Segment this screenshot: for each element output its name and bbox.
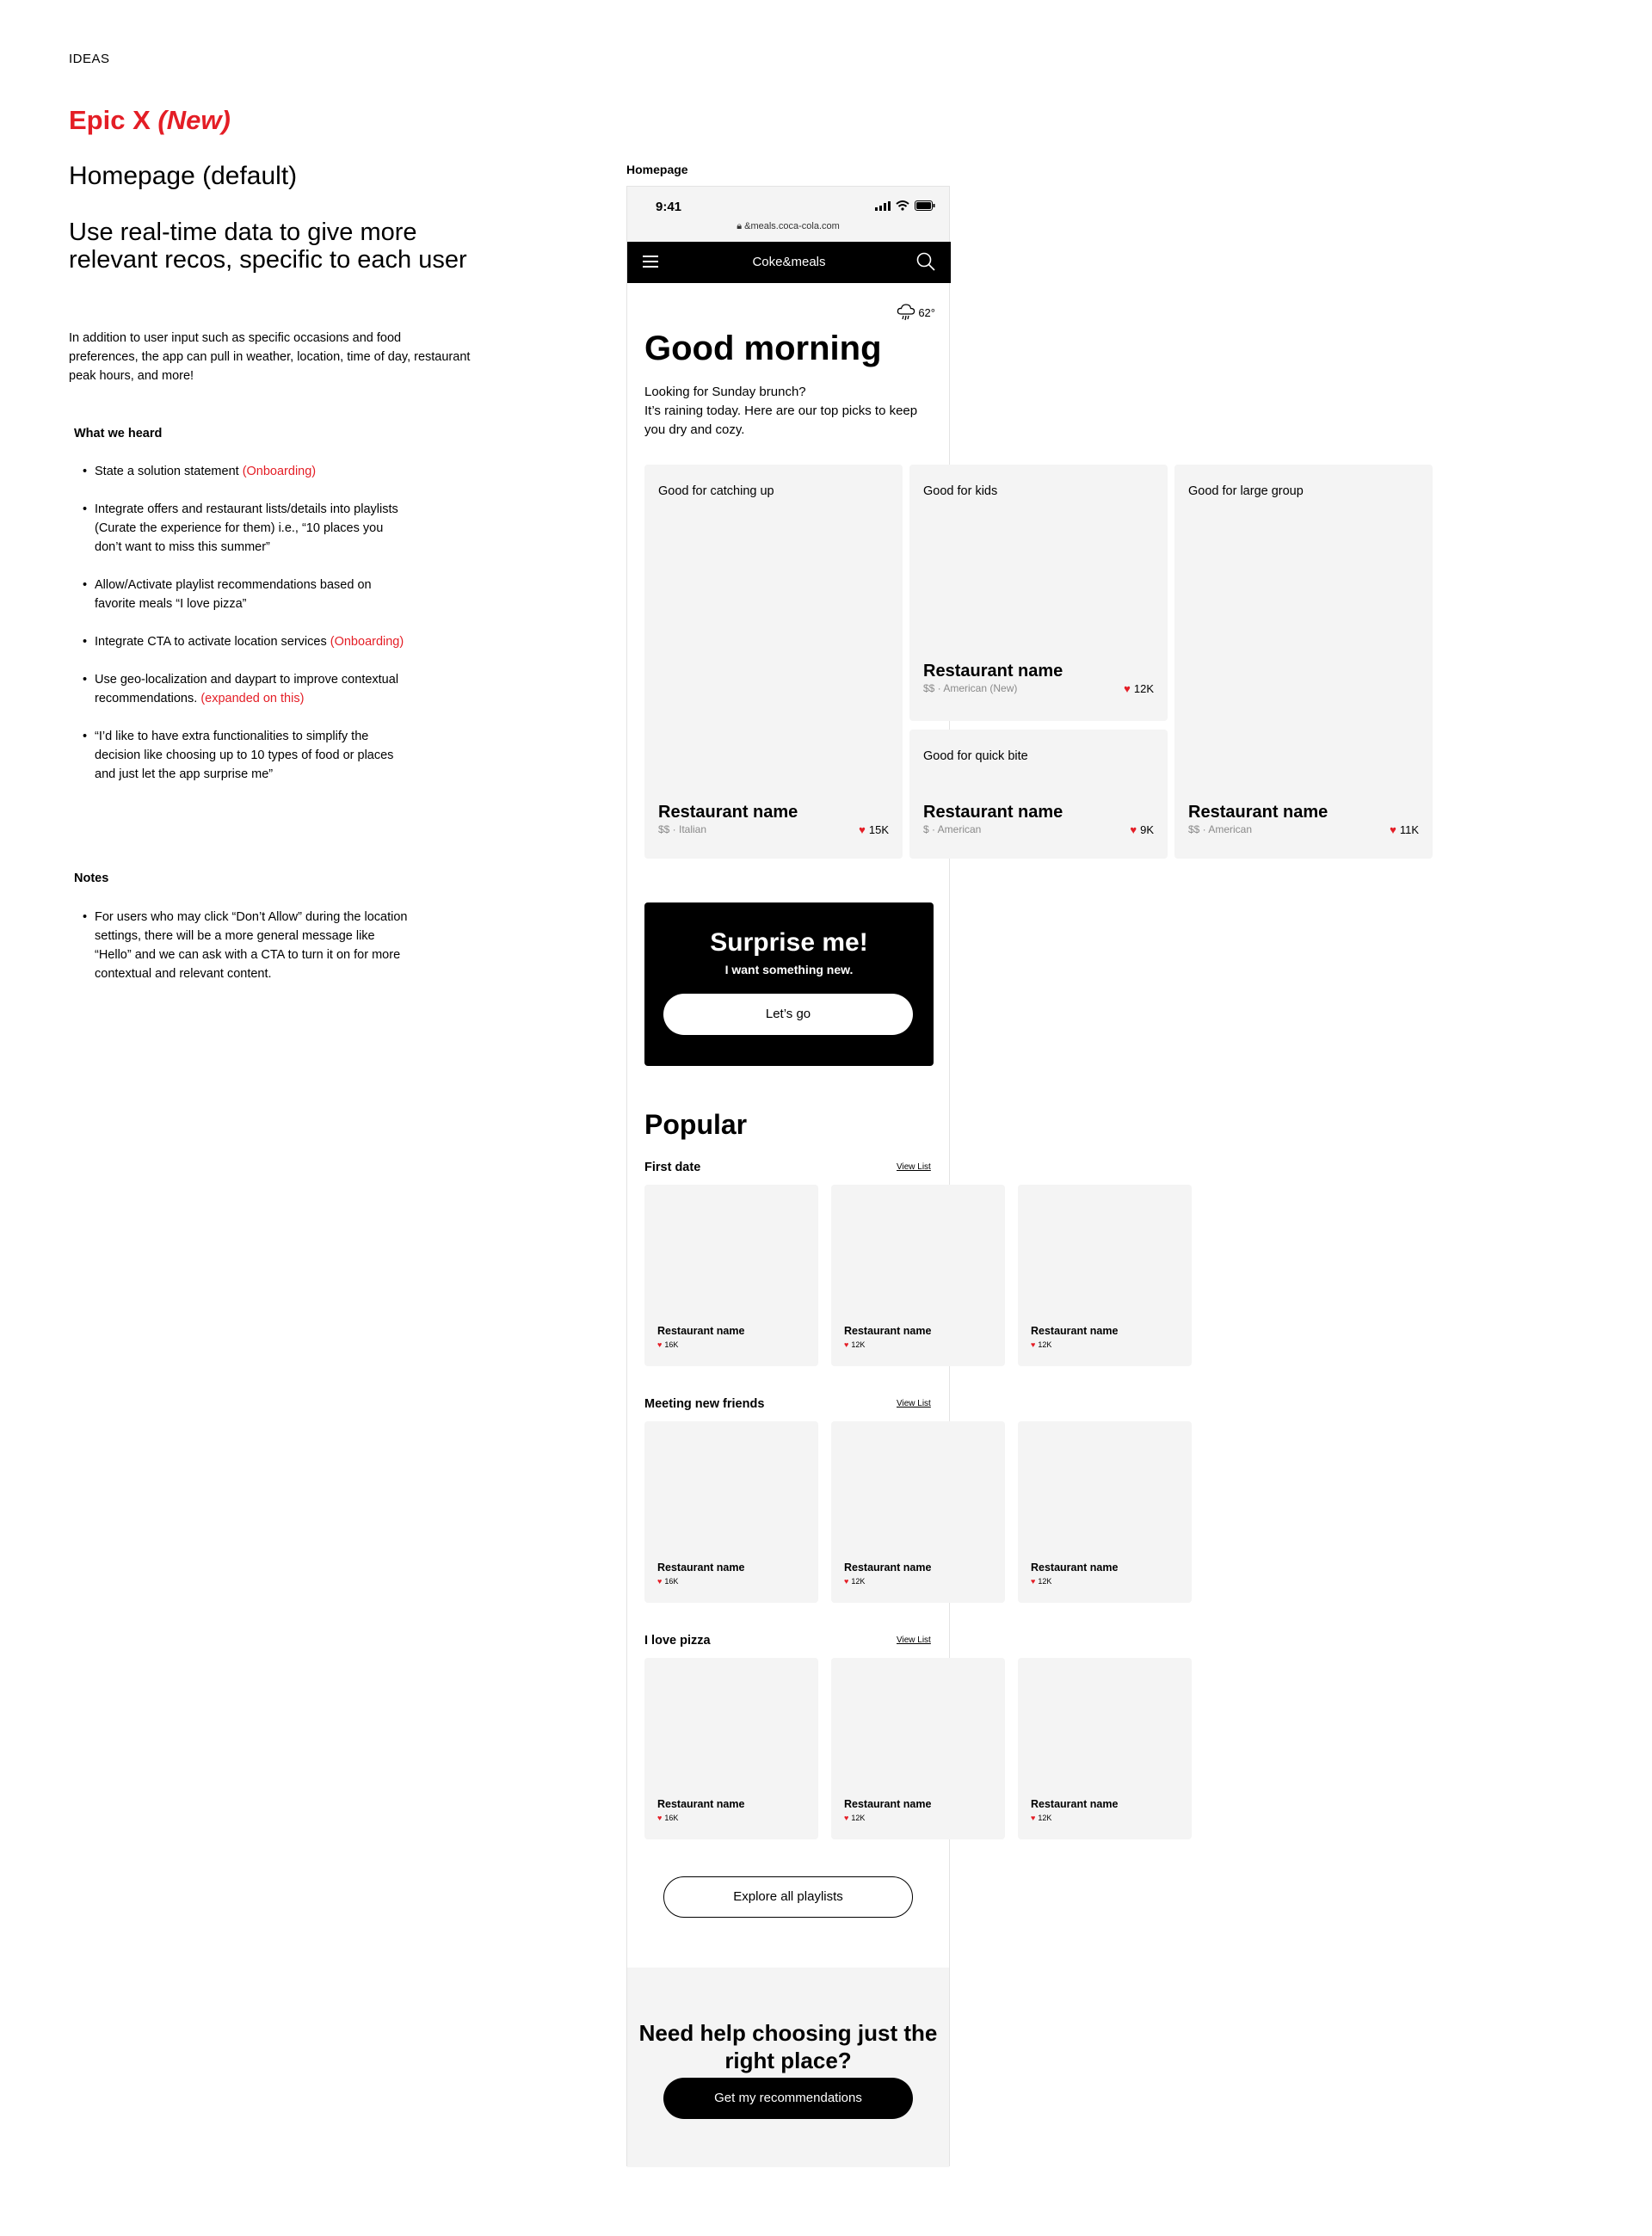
restaurant-name: Restaurant name: [657, 1562, 745, 1574]
rain-cloud-icon: [897, 304, 915, 321]
epic-name: Epic X: [69, 105, 151, 135]
notes-heading: Notes: [74, 872, 109, 885]
playlist-title: First date: [644, 1161, 701, 1174]
greeting-subtitle: Looking for Sunday brunch? It’s raining today. Here are our top picks to keep you dry and cozy.: [644, 385, 918, 437]
bullet-item: [83, 632, 410, 651]
restaurant-name: Restaurant name: [844, 1798, 932, 1810]
playlist-title: Meeting new friends: [644, 1397, 765, 1411]
heart-icon: ♥: [1130, 823, 1137, 836]
restaurant-name: Restaurant name: [657, 1798, 745, 1810]
bullet-text: Use geo-localization and daypart to improve contextual recommendations.: [95, 673, 399, 705]
playlist-restaurant-card[interactable]: [644, 1185, 818, 1366]
playlist-restaurant-card[interactable]: [644, 1421, 818, 1603]
bullet-text: For users who may click “Don’t Allow” during the location settings, there will be a more general message like “Hello” and we can ask with a CTA to turn it on for more contextual and relevant content.: [95, 910, 408, 981]
surprise-title: Surprise me!: [710, 928, 868, 957]
view-list-link[interactable]: View List: [897, 1635, 931, 1645]
page-subtitle: Homepage (default): [69, 162, 298, 190]
featured-tag: Good for kids: [923, 484, 998, 498]
likes-count: [657, 1340, 678, 1349]
restaurant-name: Restaurant name: [1031, 1325, 1119, 1337]
restaurant-meta: $$ · American: [1188, 823, 1253, 835]
status-bar: [627, 187, 949, 242]
restaurant-name: Restaurant name: [1031, 1562, 1119, 1574]
likes-value: 16K: [664, 1577, 679, 1586]
likes-value: 12K: [851, 1340, 866, 1349]
restaurant-meta: $$ · Italian: [658, 823, 707, 835]
heart-icon: ♥: [1031, 1814, 1036, 1822]
likes-value: 9K: [1140, 823, 1154, 836]
heart-icon: ♥: [859, 823, 866, 836]
likes-value: 12K: [851, 1814, 866, 1822]
likes-value: 12K: [851, 1577, 866, 1586]
bullet-text: Integrate offers and restaurant lists/details into playlists (Curate the experience for them) i.e., “10 places you don’t want to miss this summer”: [95, 502, 398, 554]
restaurant-name: Restaurant name: [1031, 1798, 1119, 1810]
bullet-item: [83, 908, 410, 983]
nav-title[interactable]: Coke&meals: [752, 255, 826, 269]
bullet-highlight: (Onboarding): [242, 465, 317, 478]
likes-value: 11K: [1399, 823, 1419, 836]
restaurant-name: Restaurant name: [923, 803, 1063, 822]
wifi-icon: [896, 200, 909, 211]
weather-temp: 62°: [918, 305, 935, 319]
likes-count: [1390, 823, 1419, 836]
restaurant-meta: $ · American: [923, 823, 982, 835]
bullet-text: Integrate CTA to activate location services: [95, 635, 330, 649]
explore-all-playlists-button[interactable]: Explore all playlists: [663, 1876, 913, 1918]
playlist-restaurant-card[interactable]: [1018, 1185, 1192, 1366]
bullet-item: [83, 576, 410, 613]
ideas-label: IDEAS: [69, 52, 110, 66]
likes-value: 16K: [664, 1340, 679, 1349]
nav-bar: [627, 242, 951, 283]
likes-count: [859, 823, 889, 836]
playlist-restaurant-card[interactable]: [1018, 1421, 1192, 1603]
bullet-item: [83, 462, 410, 481]
bullet-text: “I’d like to have extra functionalities to simplify the decision like choosing up to 10 types of food or places and just let the app surprise me”: [95, 730, 394, 781]
heart-icon: ♥: [657, 1814, 663, 1822]
bullet-text: Allow/Activate playlist recommendations based on favorite meals “I love pizza”: [95, 578, 372, 611]
search-icon[interactable]: [916, 252, 935, 271]
heart-icon: ♥: [1124, 682, 1131, 695]
greeting-title: Good morning: [644, 330, 882, 367]
restaurant-name: Restaurant name: [844, 1325, 932, 1337]
featured-tag: Good for catching up: [658, 484, 774, 498]
likes-count: [657, 1577, 678, 1586]
view-list-link[interactable]: View List: [897, 1399, 931, 1408]
bullet-highlight: (Onboarding): [330, 635, 404, 649]
signal-icon: [875, 201, 891, 211]
heart-icon: ♥: [657, 1577, 663, 1586]
restaurant-name: Restaurant name: [657, 1325, 745, 1337]
notes-list: [83, 908, 410, 1002]
featured-card[interactable]: [909, 465, 1168, 721]
likes-value: 15K: [868, 823, 889, 836]
surprise-subtitle: I want something new.: [724, 963, 854, 976]
lock-icon: 🔒︎: [737, 221, 743, 231]
likes-count: [844, 1340, 865, 1349]
likes-count: [844, 1577, 865, 1586]
help-title: Need help choosing just the right place?: [638, 2020, 938, 2073]
playlist-title: I love pizza: [644, 1634, 711, 1648]
frame-label: Homepage: [626, 163, 688, 176]
heart-icon: ♥: [657, 1340, 663, 1349]
playlist-restaurant-card[interactable]: [831, 1658, 1005, 1839]
headline: Use real-time data to give more relevant recos, specific to each user: [69, 219, 467, 274]
url-text: &meals.coca-cola.com: [744, 221, 840, 231]
restaurant-name: Restaurant name: [1188, 803, 1328, 822]
bullet-item: [83, 727, 410, 784]
likes-count: [1130, 823, 1154, 836]
heart-icon: ♥: [1031, 1577, 1036, 1586]
intro-text: In addition to user input such as specific occasions and food preferences, the app can pull in weather, location, time of day, restaurant peak hours, and more!: [69, 331, 471, 383]
heart-icon: ♥: [844, 1577, 849, 1586]
heart-icon: ♥: [844, 1340, 849, 1349]
restaurant-name: Restaurant name: [844, 1562, 932, 1574]
playlist-restaurant-card[interactable]: [644, 1658, 818, 1839]
bullet-highlight: (expanded on this): [200, 692, 305, 705]
likes-value: 12K: [1038, 1340, 1052, 1349]
epic-new-tag: (New): [157, 105, 231, 135]
playlist-restaurant-card[interactable]: [1018, 1658, 1192, 1839]
playlist-restaurant-card[interactable]: [831, 1185, 1005, 1366]
likes-count: [1124, 682, 1154, 695]
likes-count: [657, 1814, 678, 1822]
what-we-heard-list: [83, 462, 410, 803]
surprise-me-card: [644, 902, 934, 1066]
featured-tag: Good for quick bite: [923, 749, 1028, 763]
popular-heading: Popular: [644, 1109, 748, 1140]
what-we-heard-heading: What we heard: [74, 427, 163, 440]
likes-value: 12K: [1038, 1577, 1052, 1586]
bullet-item: [83, 670, 410, 708]
battery-icon: [915, 200, 935, 211]
playlist-restaurant-card[interactable]: [831, 1421, 1005, 1603]
epic-title: [69, 105, 231, 136]
likes-value: 12K: [1038, 1814, 1052, 1822]
status-icons: [875, 200, 935, 211]
likes-count: [1031, 1340, 1051, 1349]
likes-count: [844, 1814, 865, 1822]
likes-count: [1031, 1814, 1051, 1822]
help-section: [627, 1968, 949, 2167]
url-bar[interactable]: [627, 221, 949, 232]
lets-go-button[interactable]: Let’s go: [663, 994, 913, 1035]
weather-indicator: [897, 304, 935, 321]
bullet-text: State a solution statement: [95, 465, 243, 478]
likes-value: 12K: [1133, 682, 1154, 695]
restaurant-meta: $$ · American (New): [923, 682, 1018, 694]
phone-frame: [626, 186, 1419, 2166]
featured-card[interactable]: [909, 730, 1168, 859]
restaurant-name: Restaurant name: [658, 803, 798, 822]
featured-tag: Good for large group: [1188, 484, 1304, 498]
view-list-link[interactable]: View List: [897, 1162, 931, 1172]
likes-count: [1031, 1577, 1051, 1586]
get-recommendations-button[interactable]: Get my recommendations: [663, 2078, 913, 2119]
heart-icon: ♥: [844, 1814, 849, 1822]
featured-card[interactable]: [644, 465, 903, 859]
heart-icon: ♥: [1390, 823, 1396, 836]
heart-icon: ♥: [1031, 1340, 1036, 1349]
status-time: 9:41: [656, 200, 682, 214]
bullet-item: [83, 500, 410, 557]
likes-value: 16K: [664, 1814, 679, 1822]
featured-card[interactable]: [1174, 465, 1433, 859]
restaurant-name: Restaurant name: [923, 662, 1063, 681]
